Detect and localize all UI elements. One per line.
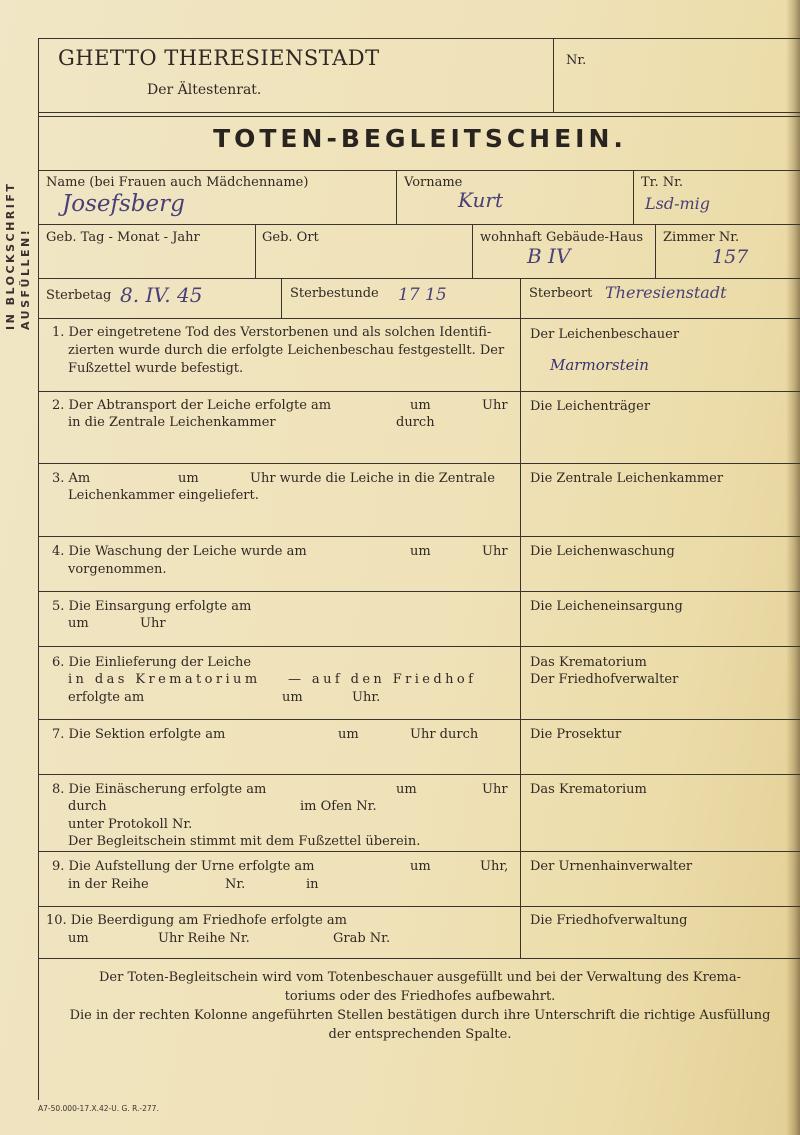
grid-line (633, 170, 634, 224)
section-9-line-1: 9. Die Aufstellung der Urne erfolgte am (52, 859, 315, 874)
section-6-right-2: Der Friedhofverwalter (530, 672, 679, 687)
section-1-line-1: 1. Der eingetretene Tod des Verstorbenen und als solchen Identifi- (52, 325, 492, 340)
section-7-uhr-durch: Uhr durch (410, 727, 479, 742)
room-value: 157 (712, 246, 749, 268)
footer-line-1: Der Toten-Begleitschein wird vom Totenbeschauer ausgefüllt und bei der Verwaltung des Krema- (99, 970, 741, 985)
section-6-dash: — auf den Friedhof (288, 672, 477, 687)
section-9-right: Der Urnenhainverwalter (530, 859, 693, 874)
section-4-uhr: Uhr (482, 544, 508, 559)
deathplace-label: Sterbeort (529, 286, 593, 301)
vorname-value: Kurt (458, 188, 503, 212)
section-9-uhr: Uhr, (480, 859, 509, 874)
frame-left (38, 38, 39, 1100)
side-instruction-line-1: IN BLOCKSCHRIFT (4, 181, 17, 330)
section-8-ofen: im Ofen Nr. (300, 799, 377, 814)
frame-top (38, 38, 800, 39)
section-8-line-4: Der Begleitschein stimmt mit dem Fußzettel überein. (68, 834, 421, 849)
trnr-value: Lsd-mig (645, 194, 711, 213)
grid-line (255, 224, 256, 278)
section-3-right: Die Zentrale Leichenkammer (530, 471, 724, 486)
vorname-label: Vorname (404, 175, 463, 190)
grid-line (38, 958, 800, 959)
section-1-line-2: zierten wurde durch die erfolgte Leichenbeschau festgestellt. Der (68, 343, 505, 358)
deathdate-label: Sterbetag (46, 288, 112, 303)
side-instruction-line-2: AUSFÜLLEN! (19, 227, 32, 330)
section-6-um: um (282, 690, 303, 705)
grid-line (38, 719, 800, 720)
section-6-line-2: in das Krematorium (68, 672, 261, 687)
section-2-durch: durch (396, 415, 435, 430)
deathdate-value: 8. IV. 45 (120, 283, 203, 307)
section-10-right: Die Friedhofverwaltung (530, 913, 688, 928)
section-7-right: Die Prosektur (530, 727, 622, 742)
grid-line (396, 170, 397, 224)
section-8-um: um (396, 782, 417, 797)
grid-line (655, 224, 656, 278)
council-subtitle: Der Ältestenrat. (147, 82, 262, 98)
grid-line (38, 391, 800, 392)
section-10-line-1: 10. Die Beerdigung am Friedhofe erfolgte am (46, 913, 347, 928)
birthdate-label: Geb. Tag - Monat - Jahr (46, 230, 200, 245)
section-8-uhr: Uhr (482, 782, 508, 797)
section-3-um: um (178, 471, 199, 486)
grid-line (520, 318, 521, 958)
section-1-right: Der Leichenbeschauer (530, 327, 680, 342)
section-5-right: Die Leicheneinsargung (530, 599, 683, 614)
section-8-line-3: unter Protokoll Nr. (68, 817, 193, 832)
footer-line-3: Die in der rechten Kolonne angeführten Stellen bestätigen durch ihre Unterschrift die richtige Ausfüllung (69, 1008, 771, 1023)
section-6-line-1: 6. Die Einlieferung der Leiche (52, 655, 252, 670)
section-2-um: um (410, 398, 431, 413)
nr-label: Nr. (566, 53, 587, 68)
section-5-uhr: Uhr (140, 616, 166, 631)
grid-line (38, 536, 800, 537)
section-7-line-1: 7. Die Sektion erfolgte am (52, 727, 226, 742)
section-9-in: in (306, 877, 319, 892)
section-2-right: Die Leichenträger (530, 399, 651, 414)
section-10-grab: Grab Nr. (333, 931, 391, 946)
grid-line (38, 278, 800, 279)
section-9-nr: Nr. (225, 877, 246, 892)
grid-line (38, 646, 800, 647)
section-4-right: Die Leichenwaschung (530, 544, 675, 559)
residence-value: B IV (527, 244, 571, 268)
grid-line (281, 278, 282, 318)
grid-line (38, 851, 800, 852)
trnr-label: Tr. Nr. (641, 175, 684, 190)
section-9-um: um (410, 859, 431, 874)
section-3-line-2: Leichenkammer eingeliefert. (68, 488, 259, 503)
section-2-line-2: in die Zentrale Leichenkammer (68, 415, 276, 430)
deathhour-label: Sterbestunde (290, 286, 379, 301)
print-code: A7-50.000-17.X.42-U. G. R.-277. (38, 1104, 159, 1113)
section-6-right-1: Das Krematorium (530, 655, 647, 670)
deathhour-value: 17 15 (398, 285, 447, 305)
name-label: Name (bei Frauen auch Mädchenname) (46, 175, 309, 190)
grid-line (38, 774, 800, 775)
section-4-line-2: vorgenommen. (68, 562, 167, 577)
section-10-tail: Uhr Reihe Nr. (158, 931, 250, 946)
grid-line (38, 170, 800, 171)
footer-instructions (40, 968, 800, 1044)
nr-divider (553, 38, 554, 112)
grid-line (38, 591, 800, 592)
footer-line-2: toriums oder des Friedhofes aufbewahrt. (284, 989, 556, 1004)
section-2-line-1: 2. Der Abtransport der Leiche erfolgte am (52, 398, 332, 413)
grid-line (520, 278, 521, 318)
section-2-uhr: Uhr (482, 398, 508, 413)
grid-line (472, 224, 473, 278)
section-8-right: Das Krematorium (530, 782, 647, 797)
section-8-line-2: durch (68, 799, 107, 814)
birthplace-label: Geb. Ort (262, 230, 319, 245)
section-5-line-1: 5. Die Einsargung erfolgte am (52, 599, 252, 614)
section-6-uhr: Uhr. (352, 690, 381, 705)
room-label: Zimmer Nr. (663, 230, 740, 245)
deathplace-value: Theresienstadt (605, 283, 727, 302)
examiner-signature: Marmorstein (550, 356, 649, 374)
section-10-line-2: um (68, 931, 89, 946)
grid-line (38, 906, 800, 907)
section-9-line-2: in der Reihe (68, 877, 149, 892)
grid-line (38, 224, 800, 225)
form-title: TOTEN-BEGLEITSCHEIN. (213, 124, 627, 153)
footer-line-4: der entsprechenden Spalte. (328, 1027, 512, 1042)
grid-line (38, 463, 800, 464)
section-7-um: um (338, 727, 359, 742)
residence-label: wohnhaft Gebäude-Haus (480, 230, 644, 245)
header-divider-2 (38, 116, 800, 117)
section-3-line-1: 3. Am (52, 471, 91, 486)
section-8-line-1: 8. Die Einäscherung erfolgte am (52, 782, 267, 797)
section-5-line-2: um (68, 616, 89, 631)
grid-line (38, 318, 800, 319)
section-1-line-3: Fußzettel wurde befestigt. (68, 361, 244, 376)
name-value: Josefsberg (62, 191, 185, 217)
header-divider (38, 112, 800, 113)
section-3-mid: Uhr wurde die Leiche in die Zentrale (250, 471, 495, 486)
section-4-line-1: 4. Die Waschung der Leiche wurde am (52, 544, 307, 559)
ghetto-title: GHETTO THERESIENSTADT (58, 46, 380, 70)
section-4-um: um (410, 544, 431, 559)
section-6-line-3: erfolgte am (68, 690, 145, 705)
